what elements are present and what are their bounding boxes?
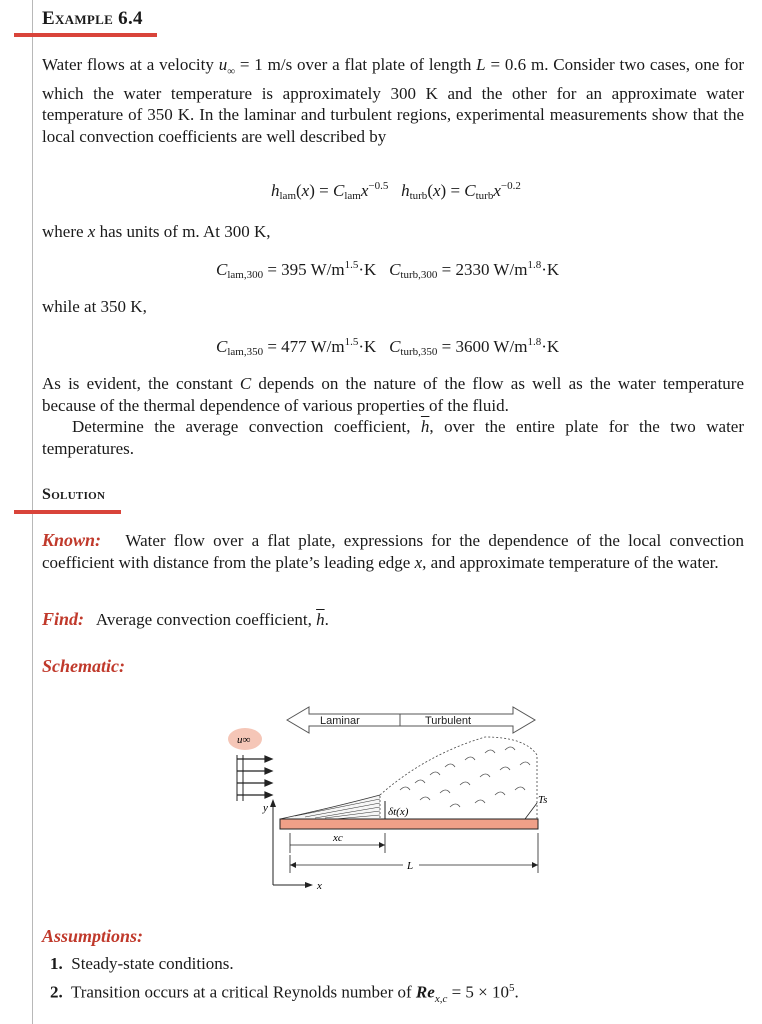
schematic-diagram xyxy=(225,695,555,905)
schematic-label: Schematic: xyxy=(42,656,125,676)
laminar-boundary-layer xyxy=(280,795,385,819)
example-heading: Example 6.4 xyxy=(42,8,143,29)
equation-c300: $C_{lam,300} = 395$ $W/m^{1.5}\cdot K$ $C_{turb,300} = 2330$ $W/m^{1.8}\cdot K$ xyxy=(216,259,560,281)
y-axis-label: y xyxy=(263,802,268,814)
delta-label: δt(x) xyxy=(388,806,409,818)
laminar-label: Laminar xyxy=(320,715,360,727)
evident-text: As is evident, the constant C depends on the nature of the flow as well as the water temperature because of the thermal dependence of various properties of the fluid. xyxy=(42,374,744,415)
known-paragraph: Known: Water flow over a flat plate, expressions for the dependence of the local convection coefficient with distance from the plate’s leading edge x, and approximate temperature of the water. xyxy=(42,530,744,572)
solution-red-bar xyxy=(14,510,121,514)
where-text: where x has units of m. At 300 K, xyxy=(42,222,271,241)
problem-intro: Water flows at a velocity $u_\infty = 1$ m/s over a flat plate of length L = 0.6 m. Consider two cases, one for which the water temperature is approximately 300 K and the other for an approximate water temperature of 350 K. In the laminar and turbulent regions, experimental measurements show that the local convection coefficients are well described by xyxy=(42,55,744,146)
x-axis-label: x xyxy=(317,880,322,892)
xc-label: xc xyxy=(333,832,343,844)
u-inf-label: u∞ xyxy=(237,734,251,746)
assumptions-label: Assumptions: xyxy=(42,926,144,946)
example-red-bar xyxy=(14,33,157,37)
length-label: L xyxy=(407,860,414,872)
equation-c350: $C_{lam,350} = 477$ $W/m^{1.5}\cdot K$ $C_{turb,350} = 3600$ $W/m^{1.8}\cdot K$ xyxy=(216,336,560,358)
assumption-1: 1. Steady-state conditions. xyxy=(50,954,234,973)
inflow-marks xyxy=(237,755,243,801)
flat-plate xyxy=(280,819,538,829)
ts-label: Ts xyxy=(538,794,548,806)
known-label: Known: xyxy=(42,530,102,550)
while-text: while at 350 K, xyxy=(42,297,147,316)
find-paragraph: Find: Average convection coefficient, $\overline{h}$. xyxy=(42,609,329,629)
equation-local-h: $h_{lam}(x) = C_{lam}x^{-0.5}$ $h_{turb}(x) = C_{turb}x^{-0.2}$ xyxy=(271,180,521,202)
turbulent-label: Turbulent xyxy=(425,715,472,727)
solution-heading: Solution xyxy=(42,486,106,503)
find-label: Find: xyxy=(42,609,85,629)
assumption-2: 2. Transition occurs at a critical Reynolds number of $Re_{x,c} = 5 \times 10^5$. xyxy=(50,982,519,1006)
freestream-arrows xyxy=(237,756,272,798)
determine-text: Determine the average convection coefficient, $\overline{h}$, over the entire plate for the two water temperatures. xyxy=(42,417,744,458)
